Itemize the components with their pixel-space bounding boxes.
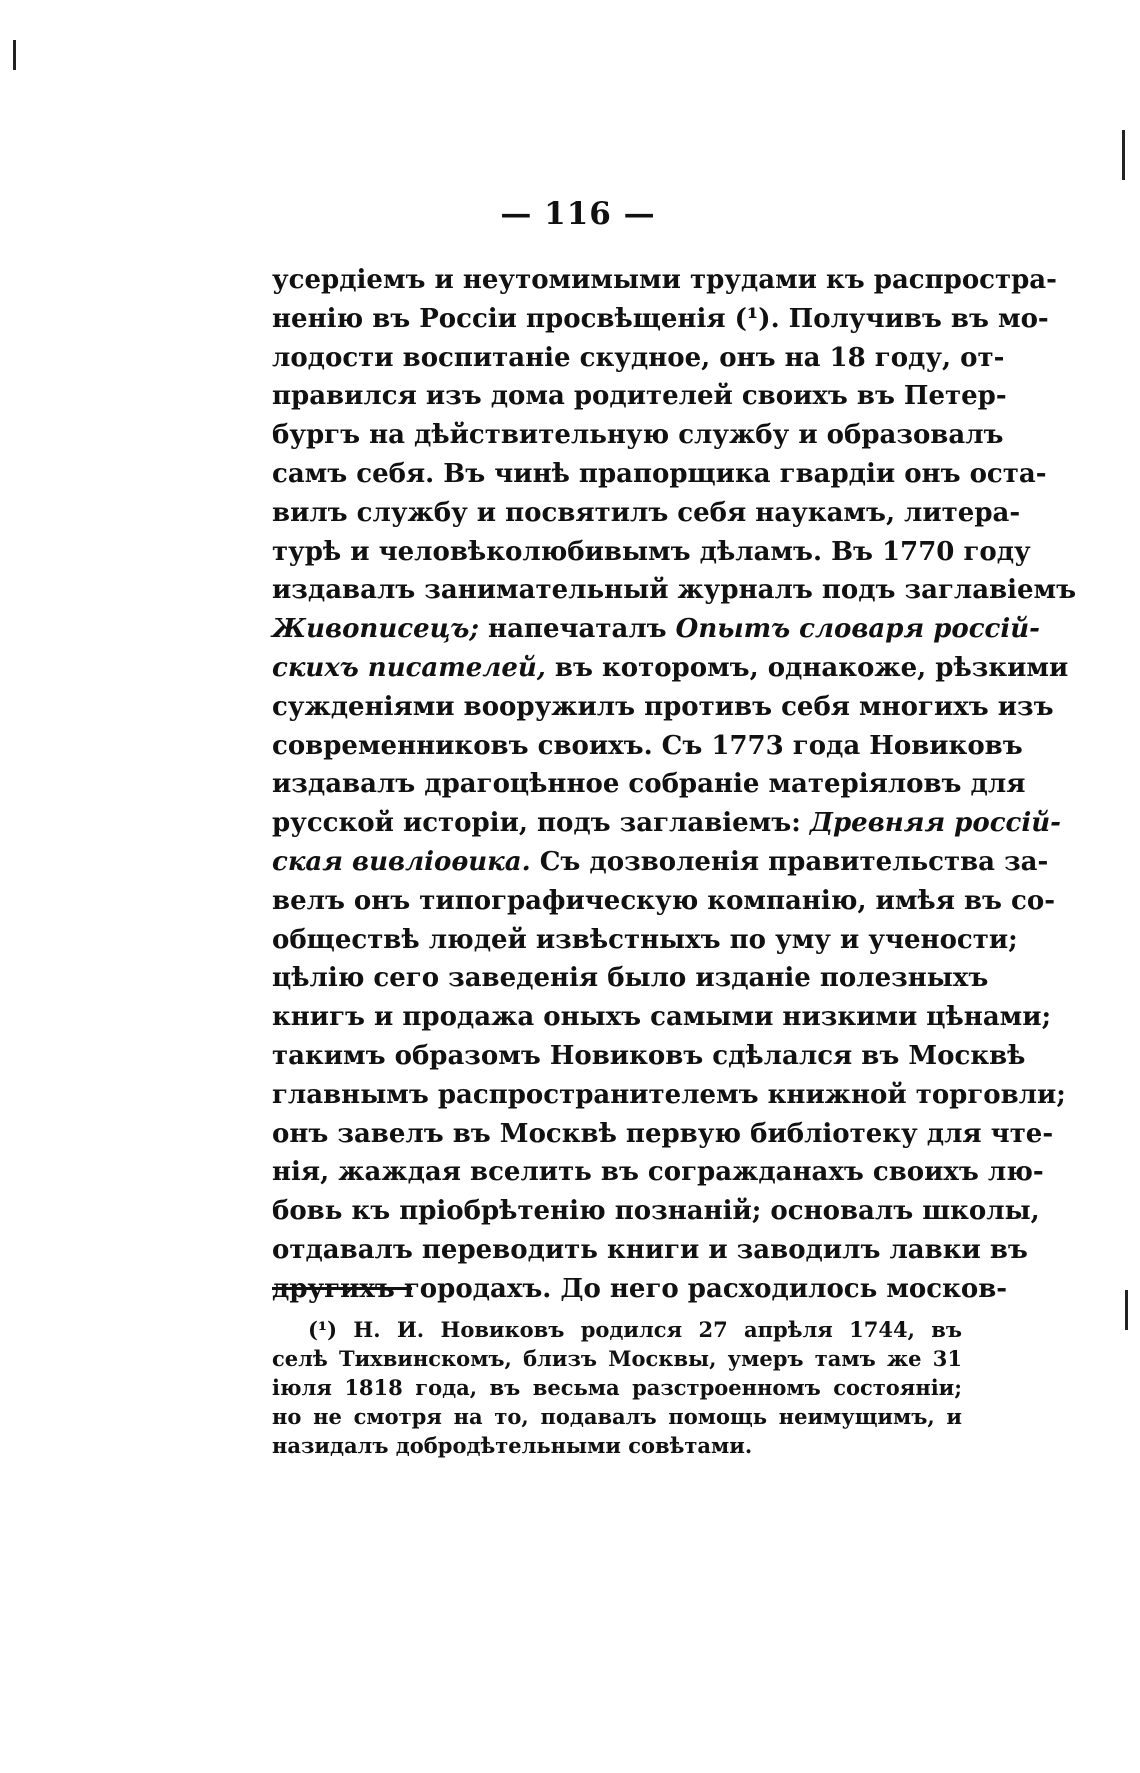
italic-title: Живописецъ; [272, 614, 479, 645]
italic-title: ская вивліоѳика. [272, 846, 531, 877]
footnote-line: назидалъ добродѣтельными совѣтами. [272, 1433, 753, 1458]
text-line: издавалъ драгоцѣнное собраніе матеріяловъ для [272, 769, 1026, 800]
margin-mark [1122, 130, 1125, 180]
text-line: усердіемъ и неутомимыми трудами къ распростра- [272, 265, 1057, 295]
page-number: — 116 — [500, 196, 656, 232]
text-line: бовь къ пріобрѣтенію познаній; основалъ школы, [272, 1196, 1040, 1227]
text-line: такимъ образомъ Новиковъ сдѣлался въ Москвѣ [272, 1040, 1026, 1071]
text-line: ненію въ Россіи просвѣщенія (¹). Получивъ въ мо- [272, 303, 1049, 334]
footnote-divider [272, 1287, 412, 1290]
text-line [272, 804, 1061, 843]
text-line: самъ себя. Въ чинѣ прапорщика гвардіи онъ оста- [272, 458, 1047, 489]
text-segment: въ которомъ, однакоже, рѣзкими [545, 652, 1069, 683]
text-line: бургъ на дѣйствительную службу и образовалъ [272, 420, 1004, 451]
footnote [272, 1315, 962, 1460]
margin-mark [13, 40, 16, 70]
text-line: вилъ службу и посвятилъ себя наукамъ, литера- [272, 497, 1021, 528]
text-line: онъ завелъ въ Москвѣ первую библіотеку для чте- [272, 1118, 1054, 1149]
text-line: отдавалъ переводить книги и заводилъ лавки въ [272, 1234, 1028, 1265]
text-segment: русской исторіи, подъ заглавіемъ: [272, 808, 810, 839]
italic-title: скихъ писателей, [272, 652, 546, 683]
text-segment: напечаталъ [479, 614, 676, 645]
text-line: издавалъ занимательный журналъ подъ заглавіемъ [272, 575, 1077, 606]
text-line: турѣ и человѣколюбивымъ дѣламъ. Въ 1770 году [272, 536, 1031, 567]
body-text [272, 261, 1077, 1309]
text-line [272, 649, 1069, 688]
text-line: современниковъ своихъ. Съ 1773 года Новиковъ [272, 730, 1023, 761]
text-segment: Съ дозволенія правительства за- [530, 846, 1049, 877]
text-line: правился изъ дома родителей своихъ въ Петер- [272, 381, 1007, 412]
margin-mark [1125, 1290, 1128, 1330]
text-line: сужденіями вооружилъ противъ себя многихъ изъ [272, 691, 1054, 722]
text-line: книгъ и продажа оныхъ самыми низкими цѣнами; [272, 1002, 1052, 1033]
footnote-line: но не смотря на то, подавалъ помощь неимущимъ, и [272, 1404, 962, 1429]
text-line: обществѣ людей извѣстныхъ по уму и учености; [272, 924, 1018, 955]
text-line: цѣлію сего заведенія было изданіе полезныхъ [272, 963, 989, 994]
text-line: другихъ городахъ. До него расходилось москов- [272, 1273, 1008, 1304]
italic-title: Опытъ словаря россій- [675, 614, 1040, 645]
text-line: лодости воспитаніе скудное, онъ на 18 году, от- [272, 342, 1005, 373]
text-line: главнымъ распространителемъ книжной торговли; [272, 1079, 1066, 1110]
text-line: нія, жаждая вселить въ согражданахъ своихъ лю- [272, 1157, 1044, 1188]
footnote-line: іюля 1818 года, въ весьма разстроенномъ состояніи; [272, 1375, 962, 1400]
footnote-line: (¹) Н. И. Новиковъ родился 27 апрѣля 1744, въ [308, 1317, 962, 1342]
italic-title: Древняя россій- [809, 808, 1061, 839]
text-line [272, 610, 1040, 649]
text-line: велъ онъ типографическую компанію, имѣя въ со- [272, 885, 1055, 916]
text-line [272, 843, 1049, 882]
footnote-line: селѣ Тихвинскомъ, близъ Москвы, умеръ тамъ же 31 [272, 1346, 962, 1371]
